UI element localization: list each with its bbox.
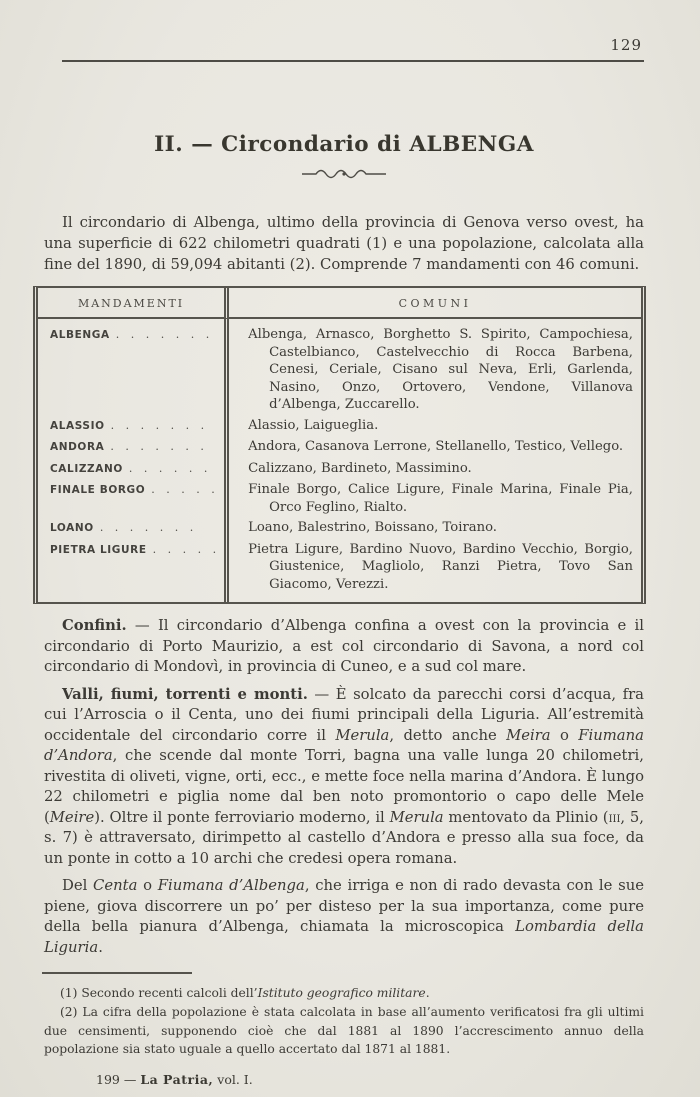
mandamento-name: CALIZZANO . . . . . . — [38, 458, 229, 480]
comuni-list: Albenga, Arnasco, Borghetto S. Spirito, Campochiesa, Castelbianco, Castelvecchio di Rocca Barbena, Cenesi, Ceriale, Cisano sul Neva, Erli, Garlenda, Nasino, Onzo, Ortovero, Vendone, Villanova d’Albenga, Zuccarello. — [248, 327, 633, 412]
table-row — [38, 539, 641, 603]
table-row — [38, 319, 641, 415]
mandamento-name: FINALE BORGO . . . . . — [38, 479, 229, 517]
section-title: II. — Circondario di ALBENGA — [154, 132, 534, 157]
table-row — [38, 415, 641, 437]
mandamento-name: PIETRA LIGURE . . . . . — [38, 539, 229, 603]
leader-dots: . . . . . . . — [110, 418, 209, 432]
comuni-list: Finale Borgo, Calice Ligure, Finale Marina, Finale Pia, Orco Feglino, Rialto. — [248, 482, 633, 515]
footnote-divider — [42, 972, 192, 974]
column-header-mandamenti: MANDAMENTI — [38, 288, 229, 319]
section-flourish-icon — [44, 166, 644, 182]
footnote-1: (1) Secondo recenti calcoli dell’Istituto geografico militare. — [60, 985, 430, 1000]
page-number: 129 — [610, 36, 642, 54]
table-row — [38, 517, 641, 539]
page-content — [44, 0, 644, 1087]
comuni-list: Andora, Casanova Lerrone, Stellanello, Testico, Vellego. — [248, 439, 624, 454]
intro-paragraph: Il circondario di Albenga, ultimo della provincia di Genova verso ovest, ha una superficie di 622 chilometri quadrati (1) e una popolazione, calcolata alla fine del 1890, di 59,094 abitanti (2). Comprende 7 mandamenti con 46 comuni. — [44, 214, 644, 273]
footnote-2: (2) La cifra della popolazione è stata calcolata in base all’aumento verificatosi fra gli ultimi due censimenti, supponendo cioè che dal 1881 al 1890 l’accrescimento annuo della popolazione sia stato uguale a quello accertato dal 1871 al 1881. — [44, 1005, 644, 1056]
mandamenti-comuni-table — [33, 286, 646, 604]
comuni-list: Alassio, Laigueglia. — [248, 417, 379, 433]
leader-dots: . . . . . — [151, 483, 219, 496]
footer-imprint: 199 — La Patria, vol. I. — [96, 1071, 253, 1087]
mandamento-name: ANDORA . . . . . . . — [38, 436, 229, 458]
table-row — [38, 436, 641, 458]
paragraph-confini: Confini. — Il circondario d’Albenga confina a ovest con la provincia e il circondario di Porto Maurizio, a est col circondario di Savona, a nord col circondario di Mondovì, in provincia di Cuneo, e a sud col mare. — [44, 617, 644, 675]
comuni-list: Pietra Ligure, Bardino Nuovo, Bardino Vecchio, Borgio, Giustenice, Magliolo, Ranzi Pietra, Tovo San Giacomo, Verezzi. — [248, 541, 633, 592]
leader-dots: . . . . . . . — [110, 440, 208, 453]
leader-dots: . . . . . . — [128, 461, 212, 475]
leader-dots: . . . . . . . — [99, 521, 198, 534]
mandamento-name: ALASSIO . . . . . . . — [38, 415, 229, 437]
mandamento-name: ALBENGA . . . . . . . — [38, 319, 229, 415]
comuni-list: Calizzano, Bardineto, Massimino. — [248, 460, 472, 476]
table-row — [38, 458, 641, 480]
column-header-comuni: COMUNI — [229, 288, 641, 319]
leader-dots: . . . . . . . — [115, 328, 214, 341]
paragraph-valli-fiumi: Valli, fiumi, torrenti e monti. — È solcato da parecchi corsi d’acqua, fra cui l’Arroscia o il Centa, uno dei fiumi principali della Liguria. All’estremità occidentale del circondario corre il Merula, detto anche Meira o Fiumana d’Andora, che scende dal monte Torri, bagna una valle lunga 20 chilometri, rivestita di oliveti, vigne, orti, ecc., e mette foce nella marina d’Andora. È lungo 22 chilometri e piglia nome dal ben noto promontorio o capo delle Mele (Meire). Oltre il ponte ferroviario moderno, il Merula mentovato da Plinio (iii, 5, s. 7) è attraversato, dirimpetto al castello d’Andora e presso alla sua foce, da un ponte in cotto a 10 archi che credesi opera romana. — [44, 685, 645, 867]
comuni-list: Loano, Balestrino, Boissano, Toirano. — [248, 520, 498, 535]
leader-dots: . . . . . — [152, 542, 221, 556]
paragraph-del-centa: Del Centa o Fiumana d’Albenga, che irriga e non di rado devasta con le sue piene, giova discorrere un po’ per disteso per la sua importanza, come pure della bella pianura d’Albenga, chiamata la microscopica Lombardia della Liguria. — [44, 877, 644, 956]
mandamento-name: LOANO . . . . . . . — [38, 517, 229, 539]
table-row — [38, 479, 641, 517]
